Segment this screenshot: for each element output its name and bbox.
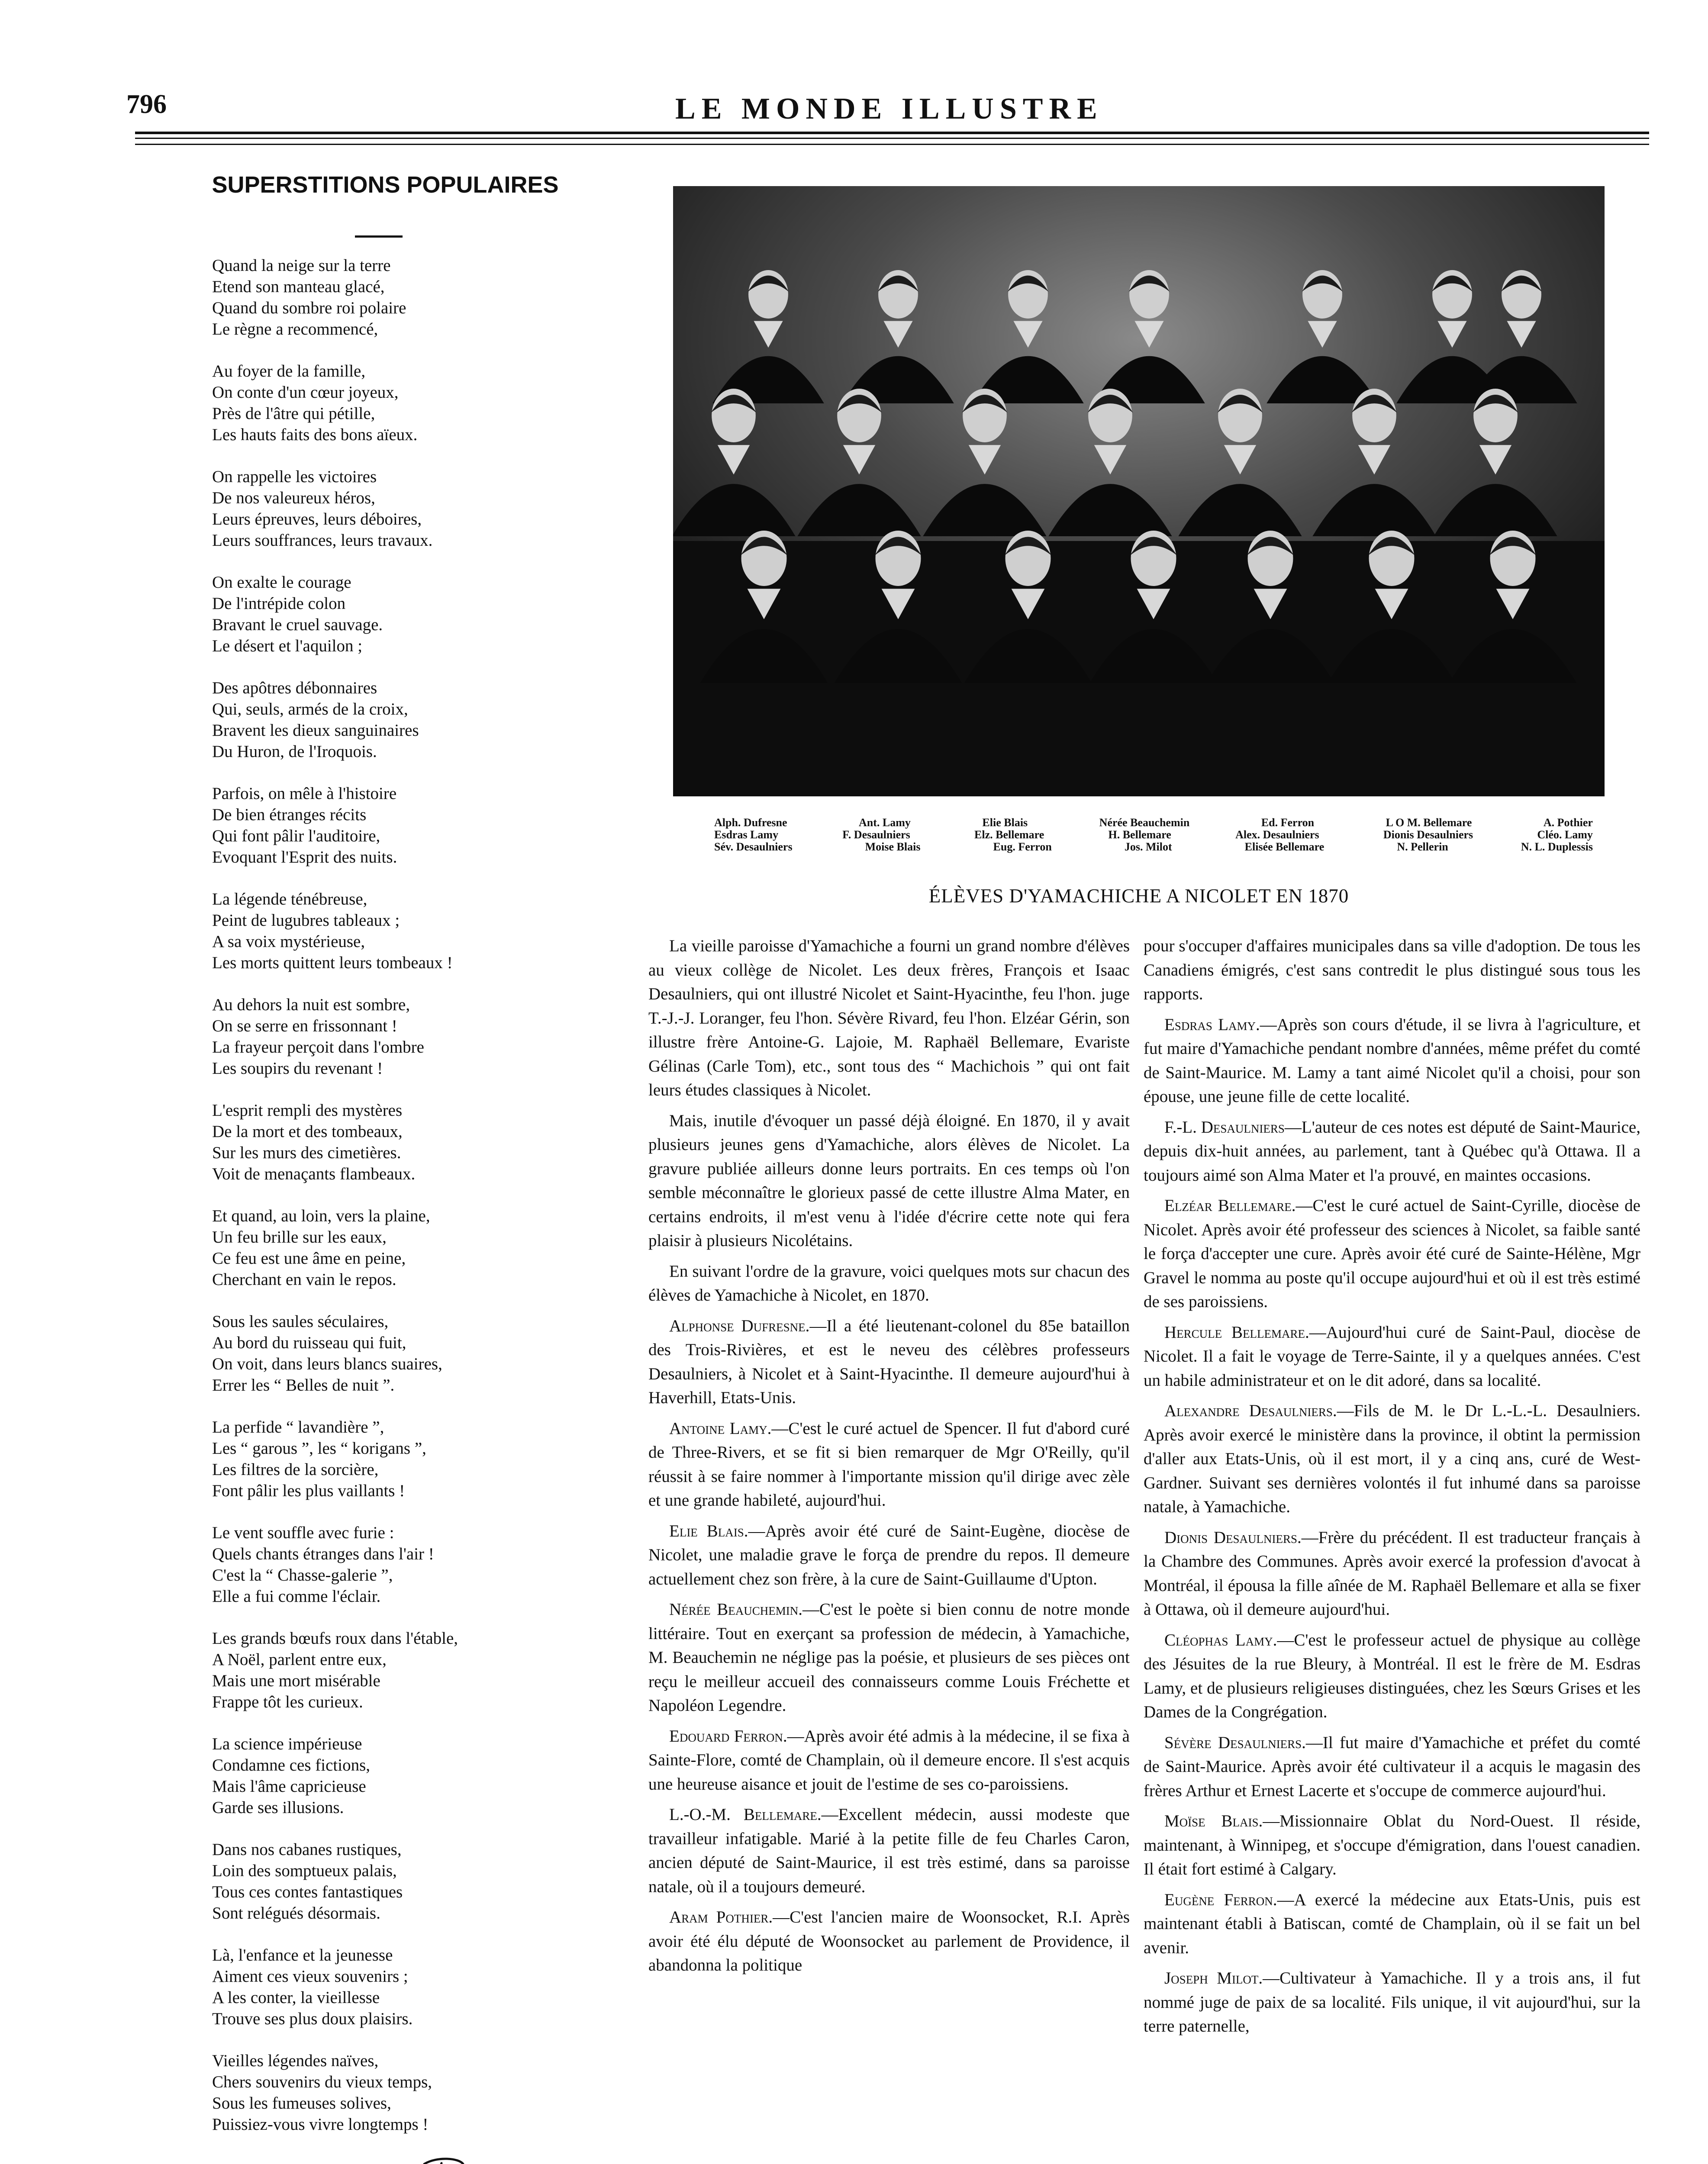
caption-name: Elz. Bellemare [974,828,1044,841]
poem-verse: L'esprit rempli des mystères [212,1101,403,1120]
poem-verse: La science impérieuse [212,1735,362,1753]
poem-verse: Les filtres de la sorcière, [212,1460,379,1479]
poem-stanza [212,1100,628,1185]
page-number: 796 [126,90,167,119]
poem-verse: La perfide “ lavandière ”, [212,1418,384,1436]
poem-verse: Tous ces contes fantastiques [212,1883,403,1901]
paragraph-text: —Aujourd'hui curé de Saint-Paul, diocèse de Nicolet. Il a fait le voyage de Terre-Sainte, il y a quelques années. C'est un habile administrateur et on le dit adoré, dans sa localité. [1144,1323,1641,1390]
biography-paragraph [1144,1966,1640,2038]
poem-verse: De l'intrépide colon [212,594,346,613]
poem-verse: Cherchant en vain le repos. [212,1270,396,1289]
poem-verse: Du Huron, de l'Iroquois. [212,742,377,761]
caption-row [714,829,1593,841]
biography-paragraph [648,1905,1130,1977]
poem-verse: Les grands bœufs roux dans l'étable, [212,1629,458,1648]
caption-name: F. Desaulniers [842,828,910,841]
biography-paragraph [648,1803,1130,1899]
poem-verse: La légende ténébreuse, [212,890,367,908]
poem-verse: Qui font pâlir l'auditoire, [212,827,380,845]
person-name: Antoine Lamy. [669,1419,772,1438]
poem-verse: Sur les murs des cimetières. [212,1143,401,1162]
poem-verse: Chers souvenirs du vieux temps, [212,2073,432,2091]
person-name: Alexandre Desaulniers. [1164,1401,1337,1420]
caption-name: Ed. Ferron [1261,816,1315,829]
poem-verse: Ce feu est une âme en peine, [212,1249,406,1268]
poem-verse: Un feu brille sur les eaux, [212,1228,387,1246]
poem-stanza [212,1417,628,1501]
caption-name: Ant. Lamy [859,816,911,829]
paragraph-text: —C'est le curé actuel de Spencer. Il fut d'abord curé de Three-Rivers, et se fit si bien remarquer de Mgr O'Reilly, qu'il réussit à se faire nommer à l'importante mission qu'il dirige avec zèle et une grande habileté, aujourd'hui. [648,1419,1130,1510]
person-name: Alphonse Dufresne. [669,1316,810,1335]
paragraph-text: —Il fut maire d'Yamachiche et préfet du comté de Saint-Maurice. Après avoir été cultivateur il a acquis le magasin des frères Arthur et Ernest Lacerte et s'occupe de commerce aujourd'hui. [1144,1733,1640,1800]
paragraph-text: —Il a été lieutenant-colonel du 85e bataillon des Trois-Rivières, et est le neveu des célèbres professeurs Desaulniers, à Nicolet et à Saint-Hyacinthe. Il demeure aujourd'hui à Haverhill, Etats-Unis. [648,1316,1130,1407]
person-name: Dionis Desaulniers. [1164,1528,1302,1547]
paragraph-text: pour s'occuper d'affaires municipales dans sa ville d'adoption. De tous les Canadiens émigrés, c'est sans contredit le plus distingué sous tous les rapports. [1144,937,1640,1003]
poem-verse: De la mort et des tombeaux, [212,1122,403,1141]
biography-paragraph [648,1417,1130,1513]
caption-name: Elie Blais [982,816,1028,829]
poem-verse: Le vent souffle avec furie : [212,1523,394,1542]
biography-paragraph [1144,1320,1640,1393]
poem-stanza [212,677,628,762]
biography-paragraph [648,1519,1130,1591]
poem-verse: Quand du sombre roi polaire [212,299,406,317]
poem-verse: Le règne a recommencé, [212,320,378,338]
paragraph-text: —A exercé la médecine aux Etats-Unis, puis est maintenant établi à Batiscan, comté de Champlain, où il se fait un bel avenir. [1144,1890,1640,1957]
poem-verse: Quels chants étranges dans l'air ! [212,1545,434,1563]
poem-stanza [212,1733,628,1818]
paragraph-text: —C'est l'ancien maire de Woonsocket, R.I. Après avoir été élu député de Woonsocket au parlement de Providence, il abandonna la politique [648,1908,1130,1974]
poem-verse: A Noël, parlent entre eux, [212,1650,387,1669]
caption-name: Alph. Dufresne [714,816,787,829]
poem-verse: A les conter, la vieillesse [212,1988,380,2007]
caption-name: H. Bellemare [1108,828,1171,841]
paragraph-text: Mais, inutile d'évoquer un passé déjà éloigné. En 1870, il y avait plusieurs jeunes gens d'Yamachiche, alors élèves de Nicolet. La gravure publiée ailleurs donne leurs portraits. En ces temps où l'on semble méconnaître le glorieux passé de cette illustre Alma Mater, en certains endroits, il m'est venu à l'idée d'écrire cette note qui fera plaisir à plusieurs Nicolétains. [648,1111,1130,1250]
person-name: Elie Blais. [669,1521,748,1540]
poem-verse: Sous les fumeuses solives, [212,2094,391,2112]
biography-paragraph [1144,1399,1640,1519]
caption-name: Jos. Milot [1124,840,1172,853]
caption-name: N. L. Duplessis [1521,840,1593,853]
paragraph-text: —Excellent médecin, aussi modeste que travailleur infatigable. Marié à la petite fille de feu Charles Caron, ancien député de Saint-Maurice, il est très estimé, dans sa paroisse natale, où il a toujours demeuré. [648,1805,1130,1896]
poem-stanza [212,572,628,657]
paragraph-text: —Fils de M. le Dr L.-L.-L. Desaulniers. Après avoir exercé le ministère dans la province, il obtint la permission d'aller aux Etats-Unis, où il est mort, il y a cinq ans, curé de West-Gardner. Suivant ses dernières volontés il fut inhumé dans sa paroisse natale, à Yamachiche. [1144,1401,1640,1516]
biography-paragraph [1144,1115,1640,1188]
poem-verse: Elle a fui comme l'éclair. [212,1587,381,1606]
biography-paragraph [1144,1013,1640,1109]
poem-stanzas [212,255,628,2135]
poem-verse: Les hauts faits des bons aïeux. [212,425,418,444]
masthead: LE MONDE ILLUSTRE [675,92,1103,126]
paragraph-text: En suivant l'ordre de la gravure, voici quelques mots sur chacun des élèves de Yamachiche à Nicolet, en 1870. [648,1262,1130,1304]
poem-verse: Les “ garous ”, les “ korigans ”, [212,1439,426,1458]
poem-verse: Bravant le cruel sauvage. [212,615,383,634]
header-rule [135,144,1649,145]
poem-verse: Mais une mort misérable [212,1671,380,1690]
poem-verse: Errer les “ Belles de nuit ”. [212,1376,395,1394]
poem-verse: On se serre en frissonnant ! [212,1017,397,1035]
poem-verse: On rappelle les victoires [212,467,377,486]
poem-verse: Leurs souffrances, leurs travaux. [212,531,433,550]
paragraph-text: —C'est le curé actuel de Saint-Cyrille, diocèse de Nicolet. Après avoir été professeur des sciences à Nicolet, sa faible santé le força d'accepter une cure. Après avoir été curé de Sainte-Hélène, Mgr Gravel le nomma au poste qu'il occupe aujourd'hui et où il est très estimé de ses paroissiens. [1144,1196,1640,1311]
poem-verse: Sous les saules séculaires, [212,1312,389,1331]
biography-paragraph [648,1597,1130,1718]
paragraph-text: —L'auteur de ces notes est député de Saint-Maurice, depuis dix-huit années, au parlement, tant à Québec qu'à Ottawa. Il a toujours aimé son Alma Mater et l'a prouvé, en maintes occasions. [1144,1117,1640,1185]
caption-name: Esdras Lamy [714,828,779,841]
article-paragraph [648,1109,1130,1253]
poem-verse: Là, l'enfance et la jeunesse [212,1946,393,1964]
poem-verse: Au dehors la nuit est sombre, [212,995,410,1014]
article-column-2 [1144,934,1640,2045]
class-photograph [673,186,1605,796]
poem-stanza [212,361,628,445]
photo-title: ÉLÈVES D'YAMACHICHE A NICOLET EN 1870 [928,885,1349,907]
poem-verse: Sont relégués désormais. [212,1904,380,1922]
person-name: Esdras Lamy. [1164,1015,1260,1034]
article-paragraph [648,934,1130,1102]
poem-verse: Des apôtres débonnaires [212,679,377,697]
poem-verse: Loin des somptueux palais, [212,1861,397,1880]
person-name: L.-O.-M. Bellemare. [669,1805,822,1824]
header-rule [135,132,1649,134]
paragraph-text: —Frère du précédent. Il est traducteur français à la Chambre des Communes. Après avoir exercé la profession d'avocat à Montréal, il épousa la fille aînée de M. Raphaël Bellemare et alla se fixer à Ottawa, où il demeure aujourd'hui. [1144,1528,1641,1619]
poem-verse: Peint de lugubres tableaux ; [212,911,400,930]
caption-row [714,817,1593,829]
poem-verse: On exalte le courage [212,573,351,592]
poem-stanza [212,994,628,1079]
person-name: Joseph Milot. [1164,1969,1263,1987]
caption-name: L O M. Bellemare [1386,816,1472,829]
paragraph-text: —Après son cours d'étude, il se livra à l'agriculture, et fut maire d'Yamachiche pendant nombre d'années, même préfet du comté de Saint-Maurice. M. Lamy a tant aimé Nicolet qu'il a choisi, pour son épouse, une jeune fille de cette localité. [1144,1015,1640,1106]
poem-verse: Près de l'âtre qui pétille, [212,404,375,423]
poem-verse: On voit, dans leurs blancs suaires, [212,1355,442,1373]
poem-stanza [212,1522,628,1607]
poem-stanza [212,1311,628,1396]
poem-verse: Dans nos cabanes rustiques, [212,1840,402,1859]
poem-stanza [212,1628,628,1713]
person-name: Edouard Ferron. [669,1726,787,1745]
person-name: Aram Pothier. [669,1908,773,1926]
poem-verse: Parfois, on mêle à l'histoire [212,784,397,803]
poem-stanza [212,1205,628,1290]
poem-stanza [212,783,628,868]
poem-verse: De nos valeureux héros, [212,489,375,507]
person-name: F.-L. Desaulniers [1164,1117,1285,1137]
poem-verse: Et quand, au loin, vers la plaine, [212,1207,430,1225]
author-signature [333,2147,558,2164]
poem-verse: Trouve ses plus doux plaisirs. [212,2009,413,2028]
person-name: Hercule Bellemare. [1164,1323,1309,1342]
poem-verse: Vieilles légendes naïves, [212,2051,379,2070]
poem-divider [355,235,403,238]
caption-name: Eug. Ferron [993,840,1052,853]
poem-verse: Font pâlir les plus vaillants ! [212,1481,405,1500]
person-name: Cléophas Lamy. [1164,1630,1277,1649]
biography-paragraph [1144,1526,1640,1622]
caption-name: N. Pellerin [1397,840,1448,853]
poem-verse: Frappe tôt les curieux. [212,1693,363,1711]
poem-verse: Au foyer de la famille, [212,362,366,380]
poem-column [130,171,628,2156]
poem-verse: Aiment ces vieux souvenirs ; [212,1967,408,1986]
caption-name: Cléo. Lamy [1537,828,1593,841]
poem-verse: Qui, seuls, armés de la croix, [212,700,408,718]
paragraph-text: —C'est le poète si bien connu de notre monde littéraire. Tout en exerçant sa profession de médecin, à Yamachiche, M. Beauchemin ne néglige pas la poésie, et plusieurs de ses pièces ont reçu le meilleur accueil des connaisseurs comme Louis Fréchette et Napoléon Legendre. [648,1600,1130,1715]
caption-name: Elisée Bellemare [1244,840,1325,853]
biography-paragraph [1144,1194,1640,1314]
article-paragraph [1144,934,1640,1006]
caption-name: A. Pothier [1543,816,1593,829]
person-name: Moïse Blais. [1164,1812,1263,1830]
poem-verse: De bien étranges récits [212,805,367,824]
poem-title: SUPERSTITIONS POPULAIRES [212,172,559,198]
paragraph-text: La vieille paroisse d'Yamachiche a fourni un grand nombre d'élèves au vieux collège de Nicolet. Les deux frères, François et Isaac Desaulniers, qui ont illustré Nicolet et Saint-Hyacinthe, feu l'hon. juge T.-J.-J. Loranger, feu l'hon. Sévère Rivard, feu l'hon. Elzéar Gérin, son illustre frère Antoine-G. Lajoie, M. Raphaël Bellemare, Evariste Gélinas (Carle Tom), etc., sont tous des “ Machichois ” qui ont fait leurs études classiques à Nicolet. [648,937,1130,1099]
biography-paragraph [1144,1731,1640,1803]
poem-verse: Au bord du ruisseau qui fuit, [212,1333,406,1352]
photograph-image [673,186,1605,796]
article-column-1 [648,934,1130,1984]
biography-paragraph [1144,1628,1640,1724]
person-name: Elzéar Bellemare. [1164,1196,1296,1215]
poem-verse: C'est la “ Chasse-galerie ”, [212,1566,393,1584]
poem-verse: Le désert et l'aquilon ; [212,637,363,655]
biography-paragraph [1144,1888,1640,1960]
biography-paragraph [648,1314,1130,1410]
caption-name: Moise Blais [865,840,921,853]
biography-paragraph [648,1724,1130,1797]
caption-name: Alex. Desaulniers [1235,828,1319,841]
poem-verse: La frayeur perçoit dans l'ombre [212,1038,424,1056]
poem-stanza [212,466,628,551]
poem-stanza [212,1839,628,1924]
poem-verse: Etend son manteau glacé, [212,277,385,296]
paragraph-text: —Cultivateur à Yamachiche. Il y a trois ans, il fut nommé juge de paix de sa localité. Fils unique, il vit aujourd'hui, sur la terre paternelle, [1144,1969,1640,2035]
poem-verse: Evoquant l'Esprit des nuits. [212,848,397,866]
biography-paragraph [1144,1809,1640,1881]
poem-verse: Condamne ces fictions, [212,1756,370,1774]
person-name: Nérée Beauchemin. [669,1600,802,1619]
poem-stanza [212,2050,628,2135]
poem-verse: Leurs épreuves, leurs déboires, [212,510,422,528]
header-rule [135,138,1649,139]
photo-caption-names [714,817,1593,853]
paragraph-text: —Après avoir été curé de Saint-Eugène, diocèse de Nicolet, une maladie grave le força de prendre du repos. Il demeure actuellement chez son frère, à la cure de Saint-Guillaume d'Upton. [648,1521,1130,1588]
poem-verse: Les morts quittent leurs tombeaux ! [212,953,453,972]
caption-name: Sév. Desaulniers [714,840,793,853]
caption-name: Nérée Beauchemin [1099,816,1190,829]
poem-verse: Mais l'âme capricieuse [212,1777,366,1796]
article-paragraph [648,1259,1130,1307]
caption-name: Dionis Desaulniers [1383,828,1473,841]
poem-verse: Voit de menaçants flambeaux. [212,1165,416,1183]
poem-verse: Puissiez-vous vivre longtemps ! [212,2115,429,2134]
poem-verse: On conte d'un cœur joyeux, [212,383,399,402]
poem-stanza [212,1945,628,2029]
poem-stanza [212,255,628,340]
caption-row [714,841,1593,853]
poem-verse: Quand la neige sur la terre [212,256,391,275]
poem-verse: Garde ses illusions. [212,1798,344,1817]
poem-stanza [212,889,628,973]
paragraph-text: —Missionnaire Oblat du Nord-Ouest. Il réside, maintenant, à Winnipeg, et s'occupe d'émigration, dans l'ouest canadien. Il était fort estimé à Calgary. [1144,1812,1640,1878]
paragraph-text: —C'est le professeur actuel de physique au collège des Jésuites de la rue Bleury, à Montréal. Il est le frère de M. Esdras Lamy, et de plusieurs religieuses distinguées, chez les Sœurs Grises et les Dames de la Congrégation. [1144,1630,1640,1721]
poem-verse: Les soupirs du revenant ! [212,1059,383,1078]
person-name: Eugène Ferron. [1164,1890,1277,1909]
poem-verse: A sa voix mystérieuse, [212,932,365,951]
paragraph-text: —Après avoir été admis à la médecine, il se fixa à Sainte-Flore, comté de Champlain, où il demeure encore. Il s'est acquis une heureuse aisance et jouit de l'estime de ses co-paroissiens. [648,1726,1130,1794]
person-name: Sévère Desaulniers. [1164,1733,1306,1752]
poem-verse: Bravent les dieux sanguinaires [212,721,419,740]
